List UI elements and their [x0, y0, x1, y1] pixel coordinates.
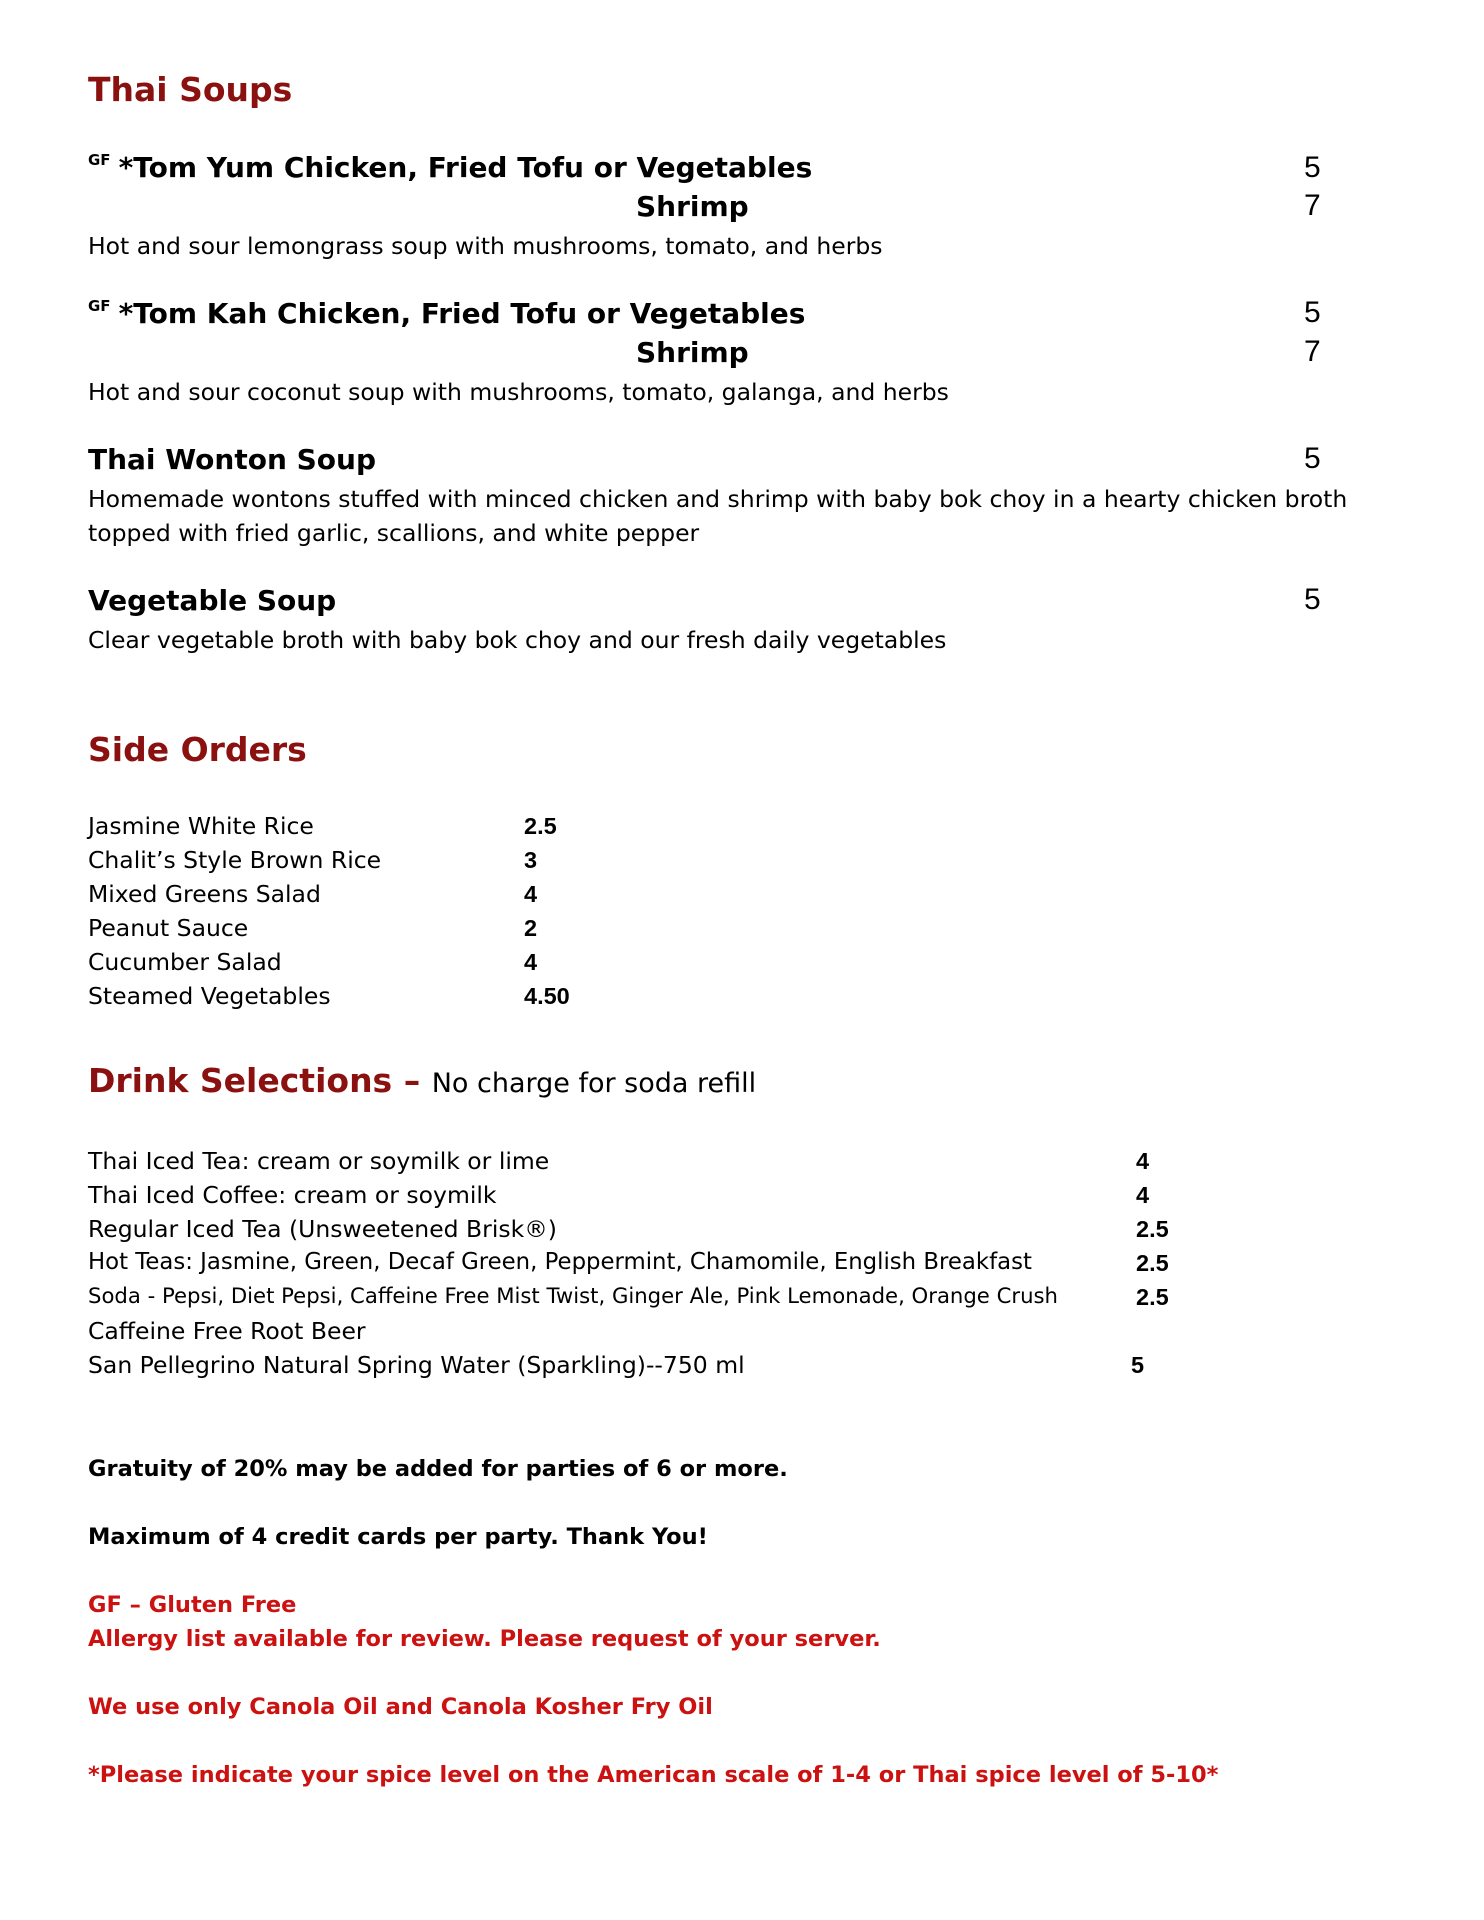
side-item-price: 4	[524, 949, 538, 975]
side-item-price: 2	[524, 915, 538, 941]
dish-title: *Tom Kah Chicken, Fried Tofu or Vegetables	[118, 297, 806, 330]
side-item-name: Cucumber Salad	[88, 948, 282, 976]
drink-item-price: 4	[1136, 1148, 1150, 1174]
side-item-price: 3	[524, 847, 538, 873]
drink-item-name: Thai Iced Coffee: cream or soymilk	[88, 1181, 497, 1209]
drinks-heading-dash: –	[392, 1061, 432, 1100]
side-item-name: Chalit’s Style Brown Rice	[88, 846, 382, 874]
drink-item-name: Regular Iced Tea (Unsweetened Brisk®)	[88, 1215, 557, 1243]
side-item-price: 4.50	[524, 983, 570, 1009]
oil-note: We use only Canola Oil and Canola Kosher Fry Oil	[88, 1694, 713, 1720]
side-item-name: Mixed Greens Salad	[88, 880, 321, 908]
gf-legend: GF – Gluten Free	[88, 1592, 297, 1618]
section-heading-sides: Side Orders	[88, 730, 307, 769]
dish-price: 5	[1304, 151, 1321, 184]
dish-price: 5	[1304, 442, 1321, 475]
drink-item-name: Hot Teas: Jasmine, Green, Decaf Green, Peppermint, Chamomile, English Breakfast	[88, 1249, 1032, 1275]
drink-item-name: Thai Iced Tea: cream or soymilk or lime	[88, 1147, 550, 1175]
allergy-note: Allergy list available for review. Please request of your server.	[88, 1626, 881, 1652]
drink-item-price: 5	[1131, 1352, 1145, 1378]
drink-item-name: San Pellegrino Natural Spring Water (Sparkling)--750 ml	[88, 1351, 745, 1379]
side-item-name: Peanut Sauce	[88, 914, 249, 942]
spice-note: *Please indicate your spice level on the American scale of 1-4 or Thai spice level of 5-10*	[88, 1762, 1219, 1788]
dish-name: Vegetable Soup	[88, 584, 337, 617]
gf-mark: GF	[88, 297, 111, 315]
drink-item-price: 2.5	[1136, 1284, 1169, 1310]
dish-description: Hot and sour coconut soup with mushrooms, tomato, galanga, and herbs	[88, 378, 949, 406]
drink-item-price: 2.5	[1136, 1250, 1169, 1276]
dish-price: 5	[1304, 296, 1321, 329]
gf-mark: GF	[88, 151, 111, 169]
side-item-name: Jasmine White Rice	[88, 812, 314, 840]
dish-alt-price: 7	[1304, 335, 1321, 368]
dish-alt-price: 7	[1304, 189, 1321, 222]
gratuity-note: Gratuity of 20% may be added for parties of 6 or more.	[88, 1456, 788, 1482]
side-item-price: 4	[524, 881, 538, 907]
dish-name	[88, 151, 812, 184]
side-item-name: Steamed Vegetables	[88, 982, 331, 1010]
credit-card-note: Maximum of 4 credit cards per party. Thank You!	[88, 1524, 708, 1550]
dish-description: Homemade wontons stuffed with minced chicken and shrimp with baby bok choy in a hearty chicken broth topped with fried garlic, scallions, and white pepper	[88, 485, 1348, 547]
drink-item-name: Soda - Pepsi, Diet Pepsi, Caffeine Free Mist Twist, Ginger Ale, Pink Lemonade, Orange Crush	[88, 1283, 1058, 1308]
drinks-heading-text: Drink Selections	[88, 1061, 393, 1100]
dish-name: Thai Wonton Soup	[88, 443, 377, 476]
dish-description: Hot and sour lemongrass soup with mushrooms, tomato, and herbs	[88, 232, 883, 260]
drinks-subtitle: No charge for soda refill	[431, 1068, 757, 1099]
section-heading-drinks	[88, 1061, 756, 1100]
drink-item-name: Caffeine Free Root Beer	[88, 1317, 366, 1345]
side-item-price: 2.5	[524, 813, 557, 839]
section-heading-soups: Thai Soups	[88, 70, 293, 109]
drink-item-price: 2.5	[1136, 1216, 1169, 1242]
dish-name	[88, 297, 805, 330]
dish-alt-name: Shrimp	[636, 190, 749, 223]
dish-price: 5	[1304, 583, 1321, 616]
dish-description: Clear vegetable broth with baby bok choy and our fresh daily vegetables	[88, 626, 947, 654]
dish-alt-name: Shrimp	[636, 336, 749, 369]
dish-title: *Tom Yum Chicken, Fried Tofu or Vegetables	[118, 151, 813, 184]
drink-item-price: 4	[1136, 1182, 1150, 1208]
